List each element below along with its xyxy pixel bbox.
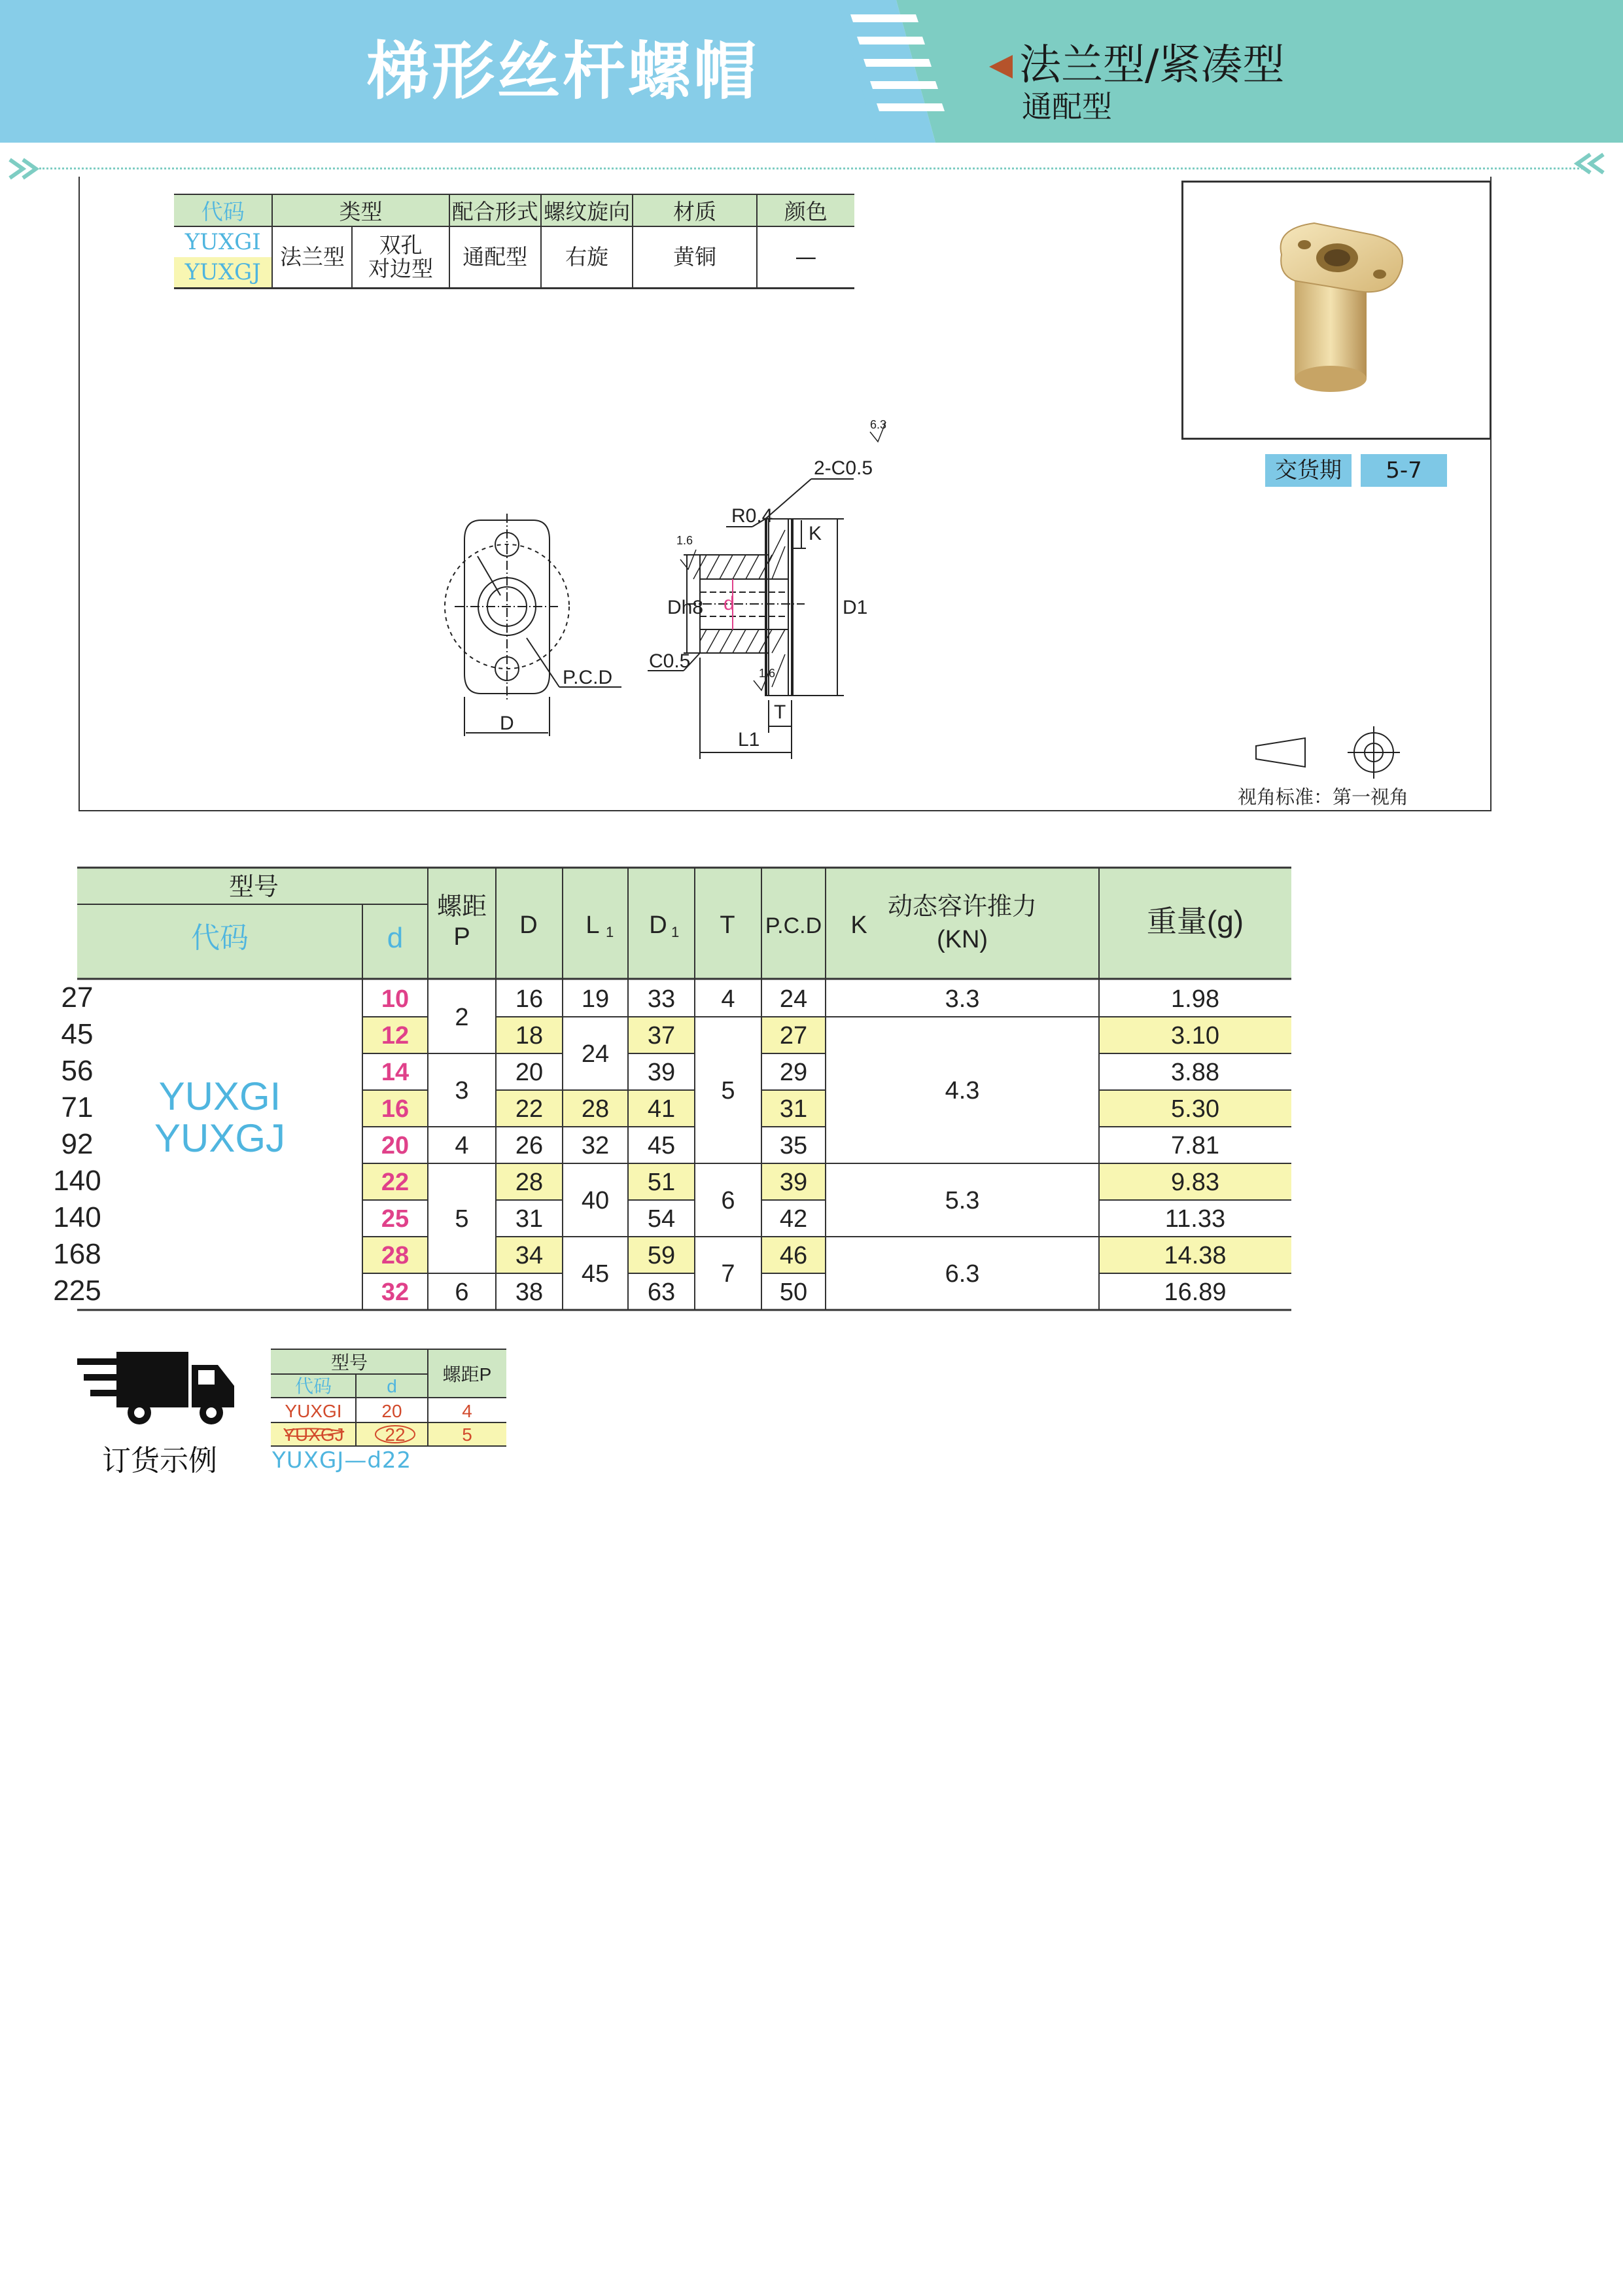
roughness-b-label: 1.6	[759, 667, 776, 680]
row-T: 5	[721, 1077, 735, 1104]
dimension-table	[53, 868, 1291, 1315]
row-d: 32	[381, 1279, 410, 1306]
header-group: 型号	[228, 874, 279, 901]
category-title: 法兰型/紧凑型	[1019, 41, 1285, 90]
row-weight: 225	[53, 1275, 101, 1307]
arrow-left-icon	[989, 55, 1013, 79]
row-load: 3.88	[1171, 1059, 1219, 1086]
row-D1: 33	[647, 985, 676, 1013]
row-d: 25	[381, 1205, 410, 1233]
header-D1-sub: 1	[671, 924, 680, 940]
row-D: 20	[515, 1059, 544, 1086]
row-weight: 140	[53, 1201, 101, 1233]
row-D1: 37	[647, 1022, 676, 1050]
row-weight: 56	[61, 1055, 94, 1087]
header-load-line1: 动态容许推力	[887, 893, 1038, 921]
view-standard-label: 视角标准：第一视角	[1238, 786, 1409, 808]
order-header-code: 代码	[294, 1376, 332, 1396]
row-pitch: 2	[455, 1004, 469, 1031]
row-K: 6.3	[945, 1260, 980, 1288]
row-D1: 51	[647, 1169, 676, 1196]
row-load: 3.10	[1171, 1022, 1219, 1050]
row-T: 6	[721, 1187, 735, 1214]
row-T: 4	[721, 985, 735, 1013]
row-D: 18	[515, 1022, 544, 1050]
row-weight: 45	[61, 1018, 94, 1050]
row-pitch: 6	[455, 1279, 469, 1306]
row-load: 7.81	[1171, 1132, 1219, 1159]
t-label: T	[774, 701, 786, 723]
row-weight: 92	[61, 1128, 94, 1160]
row-D: 26	[515, 1132, 544, 1159]
row-PCD: 27	[779, 1022, 808, 1050]
row-pitch: 3	[455, 1077, 469, 1104]
row-load: 9.83	[1171, 1169, 1219, 1196]
row-K: 4.3	[945, 1077, 980, 1104]
row-D1: 39	[647, 1059, 676, 1086]
row-pitch: 4	[455, 1132, 469, 1159]
order-row2-pitch: 5	[462, 1424, 472, 1445]
spec-type-cell	[272, 226, 449, 289]
first-angle-projection-icon	[1243, 726, 1439, 792]
header-K: K	[850, 911, 867, 939]
dh8-label: Dh8	[667, 597, 704, 618]
row-D: 38	[515, 1279, 544, 1306]
row-K: 3.3	[945, 985, 980, 1013]
row-weight: 140	[53, 1165, 101, 1197]
order-header-d: d	[387, 1376, 397, 1396]
spec-header-fit: 配合形式	[449, 194, 541, 226]
delivery-label: 交货期	[1265, 454, 1352, 487]
header-separator	[39, 168, 1583, 169]
chevron-left-icon	[1567, 152, 1607, 175]
row-PCD: 24	[779, 985, 808, 1013]
spec-color: —	[757, 226, 854, 289]
row-D: 34	[515, 1242, 544, 1269]
spec-type-detail	[351, 227, 448, 287]
row-d: 16	[381, 1095, 410, 1123]
order-table	[271, 1349, 506, 1447]
row-d: 10	[381, 985, 410, 1013]
row-L1: 45	[581, 1260, 610, 1288]
header-weight: 重量(g)	[1146, 904, 1244, 938]
row-weight: 168	[53, 1238, 101, 1270]
row-PCD: 29	[779, 1059, 808, 1086]
order-row1-code: YUXGI	[285, 1401, 342, 1421]
spec-header-code: 代码	[174, 194, 272, 226]
row-PCD: 35	[779, 1132, 808, 1159]
row-D: 22	[515, 1095, 544, 1123]
header-L1-sub: 1	[606, 924, 614, 940]
row-L1: 32	[581, 1132, 610, 1159]
type-code-1: YUXGI	[158, 1074, 281, 1118]
spec-table	[174, 194, 854, 289]
row-L1: 40	[581, 1187, 610, 1214]
row-load: 16.89	[1164, 1279, 1227, 1306]
d-small-label: d	[724, 593, 735, 614]
k-label: K	[809, 523, 822, 544]
row-D1: 59	[647, 1242, 676, 1269]
header-pitch-line2: P	[453, 923, 470, 951]
spec-header-thread: 螺纹旋向	[541, 194, 633, 226]
row-PCD: 31	[779, 1095, 808, 1123]
header-PCD: P.C.D	[765, 913, 822, 938]
row-load: 1.98	[1171, 985, 1219, 1013]
header-load-line2: (KN)	[936, 926, 988, 953]
brass-nut-photo	[1183, 183, 1490, 438]
row-D1: 63	[647, 1279, 676, 1306]
row-load: 11.33	[1164, 1205, 1226, 1233]
spec-fit: 通配型	[449, 226, 541, 289]
spec-material: 黄铜	[633, 226, 757, 289]
row-D1: 45	[647, 1132, 676, 1159]
row-L1: 19	[581, 985, 610, 1013]
row-D1: 54	[647, 1205, 676, 1233]
technical-drawing	[419, 406, 1007, 772]
spec-code-1: YUXGI	[184, 229, 261, 255]
order-row2-d: 22	[385, 1424, 406, 1445]
row-PCD: 50	[779, 1279, 808, 1306]
spec-type-detail-1: 双孔	[379, 232, 423, 258]
l1-label: L1	[738, 729, 760, 751]
row-weight: 27	[61, 981, 94, 1014]
row-d: 22	[381, 1169, 410, 1196]
row-load: 5.30	[1171, 1095, 1219, 1123]
page-title: 梯形丝杆螺帽	[366, 35, 759, 108]
order-row2-code: YUXGJ	[283, 1424, 344, 1445]
delivery-value: 5-7	[1361, 454, 1447, 487]
header-L1: L	[585, 911, 600, 939]
row-d: 12	[381, 1022, 410, 1050]
row-PCD: 42	[779, 1205, 808, 1233]
d1-label: D1	[843, 597, 868, 618]
row-PCD: 46	[779, 1242, 808, 1269]
header-pitch-line1: 螺距	[436, 893, 487, 921]
row-K: 5.3	[945, 1187, 980, 1214]
chamfer-2-label: 2-C0.5	[814, 457, 873, 479]
truck-icon	[77, 1345, 241, 1430]
d-front-label: D	[500, 713, 514, 734]
header-T: T	[720, 911, 735, 939]
row-L1: 24	[581, 1040, 610, 1068]
spec-header-material: 材质	[633, 194, 757, 226]
type-code-2: YUXGJ	[154, 1116, 286, 1160]
row-d: 14	[381, 1059, 410, 1086]
row-d: 20	[381, 1132, 410, 1159]
roughness-a-label: 1.6	[676, 534, 693, 547]
spec-code-2: YUXGJ	[174, 257, 271, 287]
spec-type-detail-2: 对边型	[368, 256, 434, 281]
spec-header-type: 类型	[272, 194, 449, 226]
row-L1: 28	[581, 1095, 610, 1123]
row-D: 16	[515, 985, 544, 1013]
category-subtitle: 通配型	[1022, 89, 1112, 124]
spec-type-main: 法兰型	[279, 244, 345, 270]
header-D1: D	[649, 911, 667, 939]
row-load: 14.38	[1164, 1242, 1227, 1269]
order-row1-d: 20	[381, 1401, 402, 1421]
product-photo-frame	[1181, 181, 1492, 440]
row-D1: 41	[647, 1095, 676, 1123]
row-weight: 71	[61, 1091, 94, 1123]
pcd-label: P.C.D	[563, 667, 613, 688]
radius-label: R0.4	[731, 505, 773, 527]
order-example-label: 订货示例	[102, 1444, 217, 1477]
order-header-group: 型号	[330, 1352, 368, 1373]
order-example-code: YUXGJ—d22	[272, 1447, 412, 1474]
header-code: 代码	[191, 922, 249, 954]
order-row1-pitch: 4	[462, 1401, 472, 1421]
row-d: 28	[381, 1242, 410, 1269]
chamfer-1-label: C0.5	[649, 650, 691, 672]
row-T: 7	[721, 1260, 735, 1288]
header-d: d	[387, 922, 404, 954]
spec-header-color: 颜色	[757, 194, 854, 226]
row-PCD: 39	[779, 1169, 808, 1196]
dimension-table-graphic	[53, 868, 1291, 1313]
roughness-top-label: 6.3	[870, 418, 887, 431]
spec-thread-direction: 右旋	[541, 226, 633, 289]
order-header-pitch: 螺距P	[442, 1364, 492, 1385]
row-D: 28	[515, 1169, 544, 1196]
row-pitch: 5	[455, 1205, 469, 1233]
row-D: 31	[515, 1205, 544, 1233]
header-D: D	[519, 911, 538, 939]
spec-code-cell	[174, 226, 272, 289]
